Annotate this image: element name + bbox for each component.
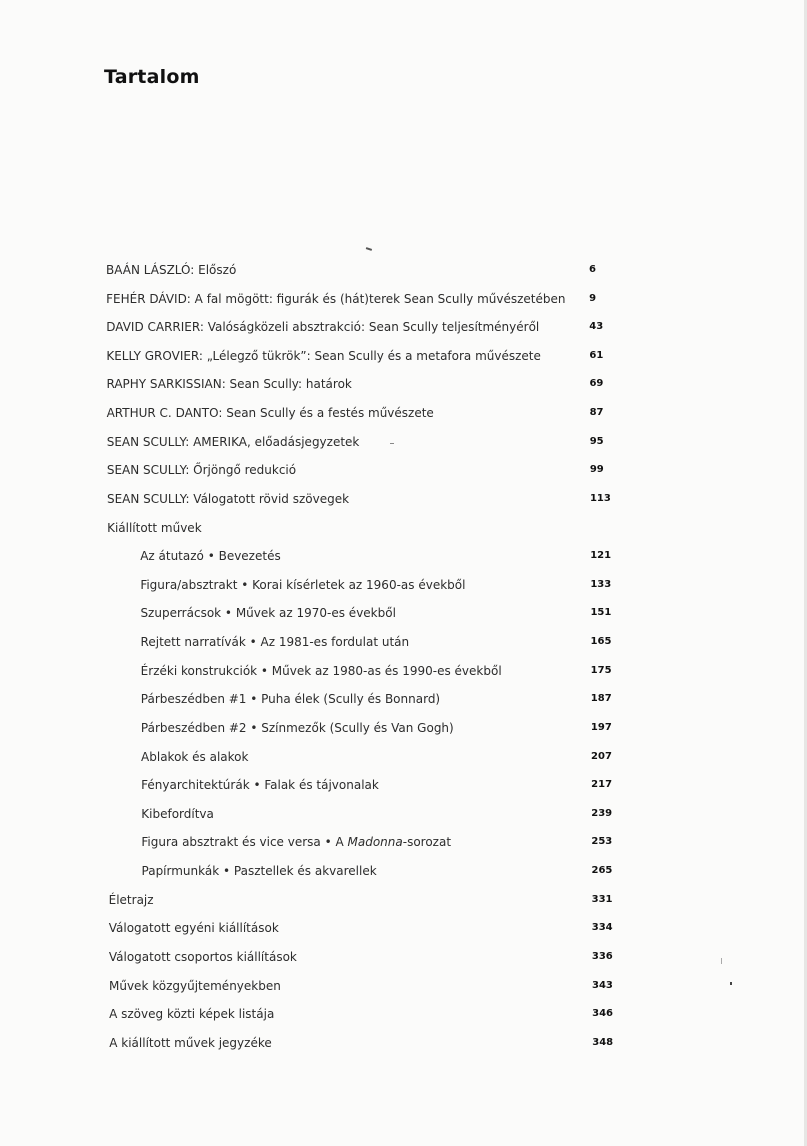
toc-entry-page-number: 187 bbox=[590, 693, 612, 705]
toc-entry-page-number: 348 bbox=[592, 1036, 614, 1048]
toc-entry-page-number: 151 bbox=[590, 607, 612, 619]
toc-entry-title: Az átutazó • Bevezetés bbox=[140, 549, 281, 564]
toc-entry-title: SEAN SCULLY: Válogatott rövid szövegek bbox=[106, 491, 350, 506]
toc-entry-page-number: 99 bbox=[589, 464, 604, 476]
toc-entry-title: BAÁN LÁSZLÓ: Előszó bbox=[106, 263, 237, 277]
toc-entry-title: Kiállított művek bbox=[107, 520, 202, 535]
toc-entry bbox=[140, 603, 612, 623]
toc-entry bbox=[140, 689, 612, 709]
toc-entry bbox=[107, 403, 609, 423]
toc-entry-page-number: 331 bbox=[591, 893, 613, 905]
toc-entry-page-number: 346 bbox=[592, 1008, 613, 1020]
toc-entry bbox=[109, 1004, 613, 1024]
toc-entry-title: Papírmunkák • Pasztellek és akvarellek bbox=[141, 864, 377, 879]
toc-entry-title: Fényarchitektúrák • Falak és tájvonalak bbox=[141, 778, 379, 793]
toc-entry bbox=[107, 432, 609, 452]
toc-entry-title: Kibefordítva bbox=[141, 806, 214, 821]
toc-entry-page-number: 343 bbox=[592, 979, 613, 991]
toc-entry-page-number: 334 bbox=[591, 922, 613, 934]
toc-entry-page-number: 207 bbox=[591, 750, 612, 762]
toc-entry-title: RAPHY SARKISSIAN: Sean Scully: határok bbox=[106, 377, 352, 392]
toc-entry bbox=[140, 661, 612, 681]
scan-speck bbox=[721, 958, 722, 964]
toc-entry-page-number: 217 bbox=[591, 779, 613, 791]
toc-entry-page-number: 265 bbox=[591, 865, 613, 877]
toc-entry bbox=[106, 317, 609, 337]
toc-entry-title: ARTHUR C. DANTO: Sean Scully és a festés művészete bbox=[106, 406, 434, 421]
toc-entry bbox=[108, 947, 613, 967]
toc-entry-title: Rejtett narratívák • Az 1981-es fordulat után bbox=[140, 635, 410, 650]
toc-entry-title: SEAN SCULLY: AMERIKA, előadásjegyzetek bbox=[106, 434, 360, 449]
toc-entry bbox=[141, 804, 613, 824]
toc-entry-page-number: 95 bbox=[589, 435, 604, 447]
toc-entry bbox=[141, 832, 613, 852]
toc-entry bbox=[107, 460, 609, 480]
toc-entry-title: Ablakok és alakok bbox=[141, 749, 249, 764]
toc-entry-page-number: 69 bbox=[589, 378, 604, 390]
toc-entry bbox=[141, 861, 613, 881]
toc-entry-title: Szuperrácsok • Művek az 1970-es évekből bbox=[140, 606, 396, 621]
toc-entry-title: Művek közgyűjteményekben bbox=[109, 978, 281, 993]
toc-entry bbox=[140, 575, 612, 595]
toc-entry bbox=[106, 289, 609, 309]
toc-entry-page-number: 133 bbox=[590, 578, 612, 590]
toc-entry-page-number: 43 bbox=[589, 321, 604, 333]
toc-entry-page-number: 239 bbox=[591, 807, 613, 819]
toc-entry-page-number: 165 bbox=[590, 636, 612, 648]
toc-entry bbox=[106, 374, 609, 394]
toc-entry bbox=[141, 775, 613, 795]
toc-entry-page-number: 6 bbox=[589, 264, 596, 275]
toc-entry-title: Életrajz bbox=[108, 892, 154, 907]
toc-entry bbox=[141, 747, 612, 767]
toc-entry bbox=[108, 918, 613, 938]
toc-entry-page-number: 113 bbox=[589, 492, 611, 504]
toc-entry-page-number: 175 bbox=[590, 664, 612, 676]
toc-entry-page-number: 87 bbox=[589, 407, 604, 419]
toc-entry-title-italic: Madonna bbox=[347, 835, 403, 850]
toc-entry-title: SEAN SCULLY: Őrjöngő redukció bbox=[106, 463, 297, 478]
toc-entry-title-part: Figura absztrakt és vice versa • A bbox=[141, 835, 348, 850]
toc-entry-title: DAVID CARRIER: Valóságközeli absztrakció: Sean Scully teljesítményéről bbox=[106, 320, 540, 335]
toc-entry bbox=[109, 1033, 614, 1053]
toc-entry bbox=[107, 518, 609, 538]
toc-entry-page-number: 61 bbox=[589, 349, 604, 361]
toc-entry bbox=[140, 546, 612, 566]
toc-entry-title: Válogatott csoportos kiállítások bbox=[108, 949, 297, 964]
toc-entry bbox=[140, 632, 612, 652]
toc-entry-title: Párbeszédben #2 • Színmezők (Scully és Van Gogh) bbox=[140, 720, 454, 735]
toc-entry bbox=[106, 346, 609, 366]
toc-entry-page-number: 336 bbox=[591, 950, 613, 962]
toc-entry-title: Párbeszédben #1 • Puha élek (Scully és Bonnard) bbox=[140, 692, 441, 707]
toc-entry-title: Érzéki konstrukciók • Művek az 1980-as és 1990-es évekből bbox=[140, 663, 502, 678]
toc-entry-title: FEHÉR DÁVID: A fal mögött: figurák és (hát)terek Sean Scully művészetében bbox=[106, 291, 566, 306]
scan-speck bbox=[390, 443, 394, 444]
toc-entry bbox=[109, 976, 613, 996]
toc-entry bbox=[107, 489, 609, 509]
toc-entry-title: KELLY GROVIER: „Lélegző tükrök”: Sean Scully és a metafora művészete bbox=[106, 348, 541, 363]
toc-entry-title: A szöveg közti képek listája bbox=[109, 1007, 275, 1022]
page-title: Tartalom bbox=[104, 66, 200, 88]
toc-entry-title: Válogatott egyéni kiállítások bbox=[108, 921, 279, 936]
toc-entry bbox=[140, 718, 612, 738]
toc-entry-title-part: -sorozat bbox=[402, 835, 452, 850]
toc-entry-page-number: 197 bbox=[590, 721, 612, 733]
scan-speck bbox=[366, 247, 372, 250]
toc-entry-page-number: 253 bbox=[591, 836, 613, 848]
scan-speck bbox=[730, 982, 732, 985]
toc-entry bbox=[106, 260, 609, 280]
toc-entry-title: Figura/absztrakt • Korai kísérletek az 1960-as évekből bbox=[140, 577, 466, 592]
toc-entry-page-number: 9 bbox=[589, 292, 597, 304]
toc-entry-page-number: 121 bbox=[590, 550, 612, 562]
toc-entry-title: A kiállított művek jegyzéke bbox=[109, 1035, 272, 1050]
toc-entry-title bbox=[141, 832, 451, 852]
toc-entry bbox=[108, 890, 613, 910]
